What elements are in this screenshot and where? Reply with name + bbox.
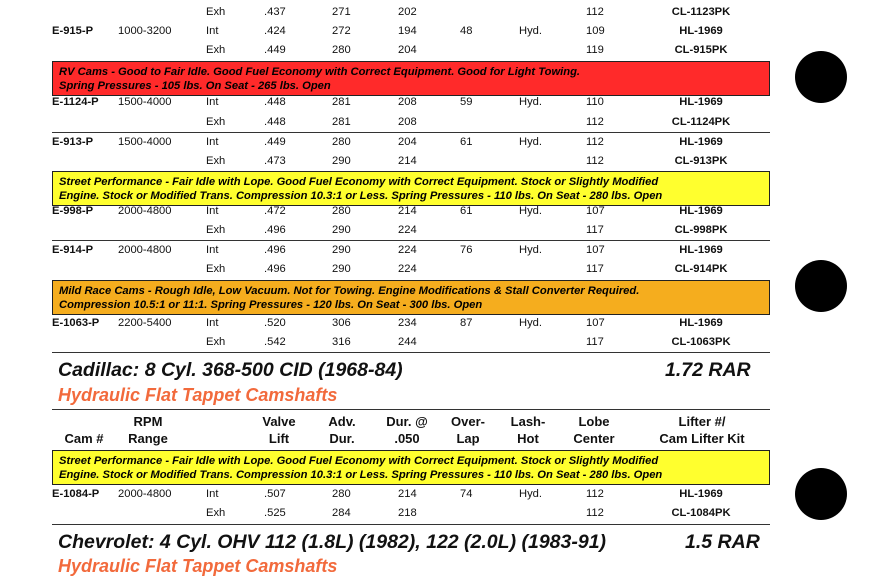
lash-hot-cell: Hyd. — [519, 96, 543, 108]
header-line: Lift — [268, 431, 290, 446]
duration-at-050-cell: 194 — [398, 25, 417, 37]
valve-lift-cell: .473 — [264, 155, 286, 167]
header-dur-050 — [380, 413, 434, 447]
lifter-kit-cell: CL-998PK — [674, 224, 728, 236]
lifter-kit-cell: CL-1063PK — [671, 336, 731, 348]
rv-cams-description-band — [52, 61, 770, 96]
table-row — [52, 3, 770, 22]
band-line: RV Cams - Good to Fair Idle. Good Fuel Economy with Correct Equipment. Good for Light Towing. — [59, 66, 581, 78]
lifter-kit-cell: HL-1969 — [679, 244, 723, 256]
duration-at-050-cell: 208 — [398, 96, 417, 108]
valve-lift-cell: .520 — [264, 317, 286, 329]
lobe-center-cell: 107 — [586, 205, 605, 217]
band-line: Compression 10.5:1 or 11:1. Spring Pressures - 120 lbs. On Seat - 300 lbs. Open — [59, 299, 483, 311]
table-row — [52, 113, 770, 132]
cam-number-cell: E-1063-P — [52, 317, 100, 329]
header-line: Lap — [456, 431, 480, 446]
header-line: Lash- — [510, 414, 546, 429]
overlap-cell: 61 — [460, 205, 473, 217]
rpm-range-cell: 1500-4000 — [118, 96, 172, 108]
lobe-center-cell: 107 — [586, 244, 605, 256]
advertised-duration-cell: 290 — [332, 244, 351, 256]
band-line: Spring Pressures - 105 lbs. On Seat - 265 lbs. Open — [59, 80, 331, 92]
advertised-duration-cell: 316 — [332, 336, 351, 348]
valve-lift-cell: .542 — [264, 336, 286, 348]
band-line: Street Performance - Fair Idle with Lope. Good Fuel Economy with Correct Equipment. Stock or Slightly Modified — [59, 176, 659, 188]
duration-at-050-cell: 214 — [398, 155, 417, 167]
header-line: Lifter #/ — [678, 414, 726, 429]
header-line: Hot — [517, 431, 539, 446]
advertised-duration-cell: 280 — [332, 44, 351, 56]
valve-lift-cell: .496 — [264, 244, 286, 256]
lash-hot-cell: Hyd. — [519, 244, 543, 256]
duration-at-050-cell: 234 — [398, 317, 417, 329]
lifter-kit-cell: HL-1969 — [679, 488, 723, 500]
duration-at-050-cell: 218 — [398, 507, 417, 519]
street-performance-description-band — [52, 171, 770, 206]
lobe-center-cell: 112 — [586, 116, 604, 128]
valve-lift-cell: .449 — [264, 44, 286, 56]
valve-lift-cell: .437 — [264, 6, 286, 18]
header-line: Lobe — [578, 414, 610, 429]
lash-hot-cell: Hyd. — [519, 136, 543, 148]
lash-hot-cell: Hyd. — [519, 205, 543, 217]
rpm-range-cell: 1500-4000 — [118, 136, 172, 148]
advertised-duration-cell: 280 — [332, 136, 351, 148]
section-subtitle: Hydraulic Flat Tappet Camshafts — [58, 385, 338, 405]
header-line: .050 — [394, 431, 420, 446]
duration-at-050-cell: 244 — [398, 336, 417, 348]
valve-lift-cell: .496 — [264, 224, 286, 236]
lobe-center-cell: 112 — [586, 136, 604, 148]
rpm-range-cell: 1000-3200 — [118, 25, 172, 37]
lifter-kit-cell: CL-1084PK — [671, 507, 731, 519]
lobe-center-cell: 112 — [586, 6, 604, 18]
header-rpm — [118, 413, 178, 447]
lobe-center-cell: 112 — [586, 488, 604, 500]
lifter-kit-cell: CL-914PK — [674, 263, 728, 275]
overlap-cell: 48 — [460, 25, 473, 37]
section-subtitle: Hydraulic Flat Tappet Camshafts — [58, 556, 338, 576]
valve-cell: Exh — [206, 336, 226, 348]
lifter-kit-cell: HL-1969 — [679, 136, 723, 148]
duration-at-050-cell: 224 — [398, 224, 417, 236]
cam-number-cell: E-915-P — [52, 25, 94, 37]
lash-hot-cell: Hyd. — [519, 317, 543, 329]
valve-cell: Exh — [206, 224, 226, 236]
lash-hot-cell: Hyd. — [519, 25, 543, 37]
table-row — [52, 221, 770, 240]
valve-cell: Exh — [206, 6, 226, 18]
table-row — [52, 314, 770, 333]
band-line: Street Performance - Fair Idle with Lope. Good Fuel Economy with Correct Equipment. Stock or Slightly Modified — [59, 455, 659, 467]
duration-at-050-cell: 224 — [398, 263, 417, 275]
duration-at-050-cell: 204 — [398, 136, 417, 148]
cam-number-cell: E-1124-P — [52, 96, 99, 108]
table-row — [52, 41, 770, 60]
header-line: Adv. — [328, 414, 356, 429]
header-line: Range — [128, 431, 168, 446]
header-lifter-kit — [644, 413, 760, 447]
lifter-kit-cell: HL-1969 — [679, 96, 723, 108]
header-adv-dur — [322, 413, 362, 447]
duration-at-050-cell: 224 — [398, 244, 417, 256]
advertised-duration-cell: 280 — [332, 205, 351, 217]
valve-cell: Exh — [206, 44, 226, 56]
table-row — [52, 22, 770, 41]
valve-cell: Int — [206, 317, 219, 329]
rocker-arm-ratio: 1.5 RAR — [685, 531, 760, 553]
lobe-center-cell: 117 — [586, 336, 604, 348]
lobe-center-cell: 117 — [586, 263, 604, 275]
binder-hole-icon — [795, 260, 847, 312]
section-divider — [52, 409, 770, 410]
advertised-duration-cell: 290 — [332, 155, 351, 167]
band-line: Engine. Stock or Modified Trans. Compression 10.3:1 or Less. Spring Pressures - 110 lbs. On Seat - 280 lbs. Open — [59, 469, 663, 481]
lifter-kit-cell: CL-1123PK — [671, 6, 731, 18]
lobe-center-cell: 117 — [586, 224, 604, 236]
header-line: Valve — [262, 414, 296, 429]
valve-lift-cell: .448 — [264, 96, 286, 108]
header-line: Over- — [451, 414, 485, 429]
lifter-kit-cell: CL-915PK — [674, 44, 728, 56]
header-lash-hot — [506, 413, 550, 447]
valve-cell: Exh — [206, 155, 226, 167]
band-line: Engine. Stock or Modified Trans. Compression 10.3:1 or Less. Spring Pressures - 110 lbs. On Seat - 280 lbs. Open — [59, 190, 663, 202]
lifter-kit-cell: HL-1969 — [679, 317, 723, 329]
rpm-range-cell: 2000-4800 — [118, 488, 172, 500]
valve-cell: Exh — [206, 263, 226, 275]
lifter-kit-cell: HL-1969 — [679, 205, 723, 217]
lifter-kit-cell: HL-1969 — [679, 25, 723, 37]
lifter-kit-cell: CL-1124PK — [671, 116, 731, 128]
cam-number-cell: E-998-P — [52, 205, 94, 217]
duration-at-050-cell: 204 — [398, 44, 417, 56]
valve-cell: Int — [206, 244, 219, 256]
lobe-center-cell: 112 — [586, 507, 604, 519]
valve-lift-cell: .525 — [264, 507, 286, 519]
overlap-cell: 59 — [460, 96, 473, 108]
binder-hole-icon — [795, 468, 847, 520]
table-row — [52, 485, 770, 504]
binder-hole-icon — [795, 51, 847, 103]
advertised-duration-cell: 306 — [332, 317, 351, 329]
section-divider — [52, 524, 770, 525]
mild-race-cams-description-band — [52, 280, 770, 315]
cam-number-cell: E-913-P — [52, 136, 94, 148]
valve-cell: Int — [206, 205, 219, 217]
advertised-duration-cell: 281 — [332, 116, 351, 128]
duration-at-050-cell: 202 — [398, 6, 417, 18]
valve-lift-cell: .448 — [264, 116, 286, 128]
header-lobe-center — [566, 413, 622, 447]
rpm-range-cell: 2000-4800 — [118, 205, 172, 217]
rpm-range-cell: 2200-5400 — [118, 317, 172, 329]
header-line: RPM — [133, 414, 163, 429]
valve-lift-cell: .424 — [264, 25, 286, 37]
lobe-center-cell: 107 — [586, 317, 605, 329]
rpm-range-cell: 2000-4800 — [118, 244, 172, 256]
section-divider — [52, 352, 770, 353]
lobe-center-cell: 119 — [586, 44, 604, 56]
valve-cell: Int — [206, 96, 219, 108]
lash-hot-cell: Hyd. — [519, 488, 543, 500]
advertised-duration-cell: 280 — [332, 488, 351, 500]
header-overlap — [446, 413, 490, 447]
valve-cell: Int — [206, 136, 219, 148]
overlap-cell: 76 — [460, 244, 473, 256]
table-row — [52, 504, 770, 523]
valve-cell: Exh — [206, 116, 226, 128]
lobe-center-cell: 109 — [586, 25, 605, 37]
valve-lift-cell: .496 — [264, 263, 286, 275]
valve-lift-cell: .507 — [264, 488, 286, 500]
valve-cell: Int — [206, 488, 219, 500]
advertised-duration-cell: 272 — [332, 25, 351, 37]
lifter-kit-cell: CL-913PK — [674, 155, 728, 167]
header-line: Cam Lifter Kit — [659, 431, 745, 446]
overlap-cell: 74 — [460, 488, 473, 500]
header-line: Dur. — [329, 431, 355, 446]
section-title-chevrolet: Chevrolet: 4 Cyl. OHV 112 (1.8L) (1982), 122 (2.0L) (1983-91) — [58, 531, 607, 553]
advertised-duration-cell: 290 — [332, 263, 351, 275]
table-row — [52, 202, 770, 221]
advertised-duration-cell: 271 — [332, 6, 351, 18]
overlap-cell: 87 — [460, 317, 473, 329]
table-row — [52, 260, 770, 279]
valve-cell: Int — [206, 25, 219, 37]
advertised-duration-cell: 284 — [332, 507, 351, 519]
duration-at-050-cell: 208 — [398, 116, 417, 128]
cam-number-cell: E-914-P — [52, 244, 94, 256]
valve-cell: Exh — [206, 507, 226, 519]
header-line: Dur. @ — [386, 414, 428, 429]
street-performance-description-band — [52, 450, 770, 485]
header-valve-lift — [254, 413, 304, 447]
rocker-arm-ratio: 1.72 RAR — [665, 359, 751, 381]
lobe-center-cell: 112 — [586, 155, 604, 167]
section-title-cadillac: Cadillac: 8 Cyl. 368-500 CID (1968-84) — [58, 359, 403, 381]
advertised-duration-cell: 290 — [332, 224, 351, 236]
valve-lift-cell: .449 — [264, 136, 286, 148]
table-row — [52, 241, 770, 260]
lobe-center-cell: 110 — [586, 96, 604, 108]
cam-number-cell: E-1084-P — [52, 488, 100, 500]
band-line: Mild Race Cams - Rough Idle, Low Vacuum. Not for Towing. Engine Modifications & Stall Converter Required. — [59, 285, 640, 297]
table-row — [52, 93, 770, 112]
overlap-cell: 61 — [460, 136, 473, 148]
valve-lift-cell: .472 — [264, 205, 286, 217]
advertised-duration-cell: 281 — [332, 96, 351, 108]
header-cam: Cam # — [64, 431, 104, 446]
table-row — [52, 333, 770, 352]
table-row — [52, 152, 770, 171]
duration-at-050-cell: 214 — [398, 205, 417, 217]
duration-at-050-cell: 214 — [398, 488, 417, 500]
column-headers — [52, 412, 770, 448]
table-row — [52, 133, 770, 152]
header-line: Center — [573, 431, 615, 446]
